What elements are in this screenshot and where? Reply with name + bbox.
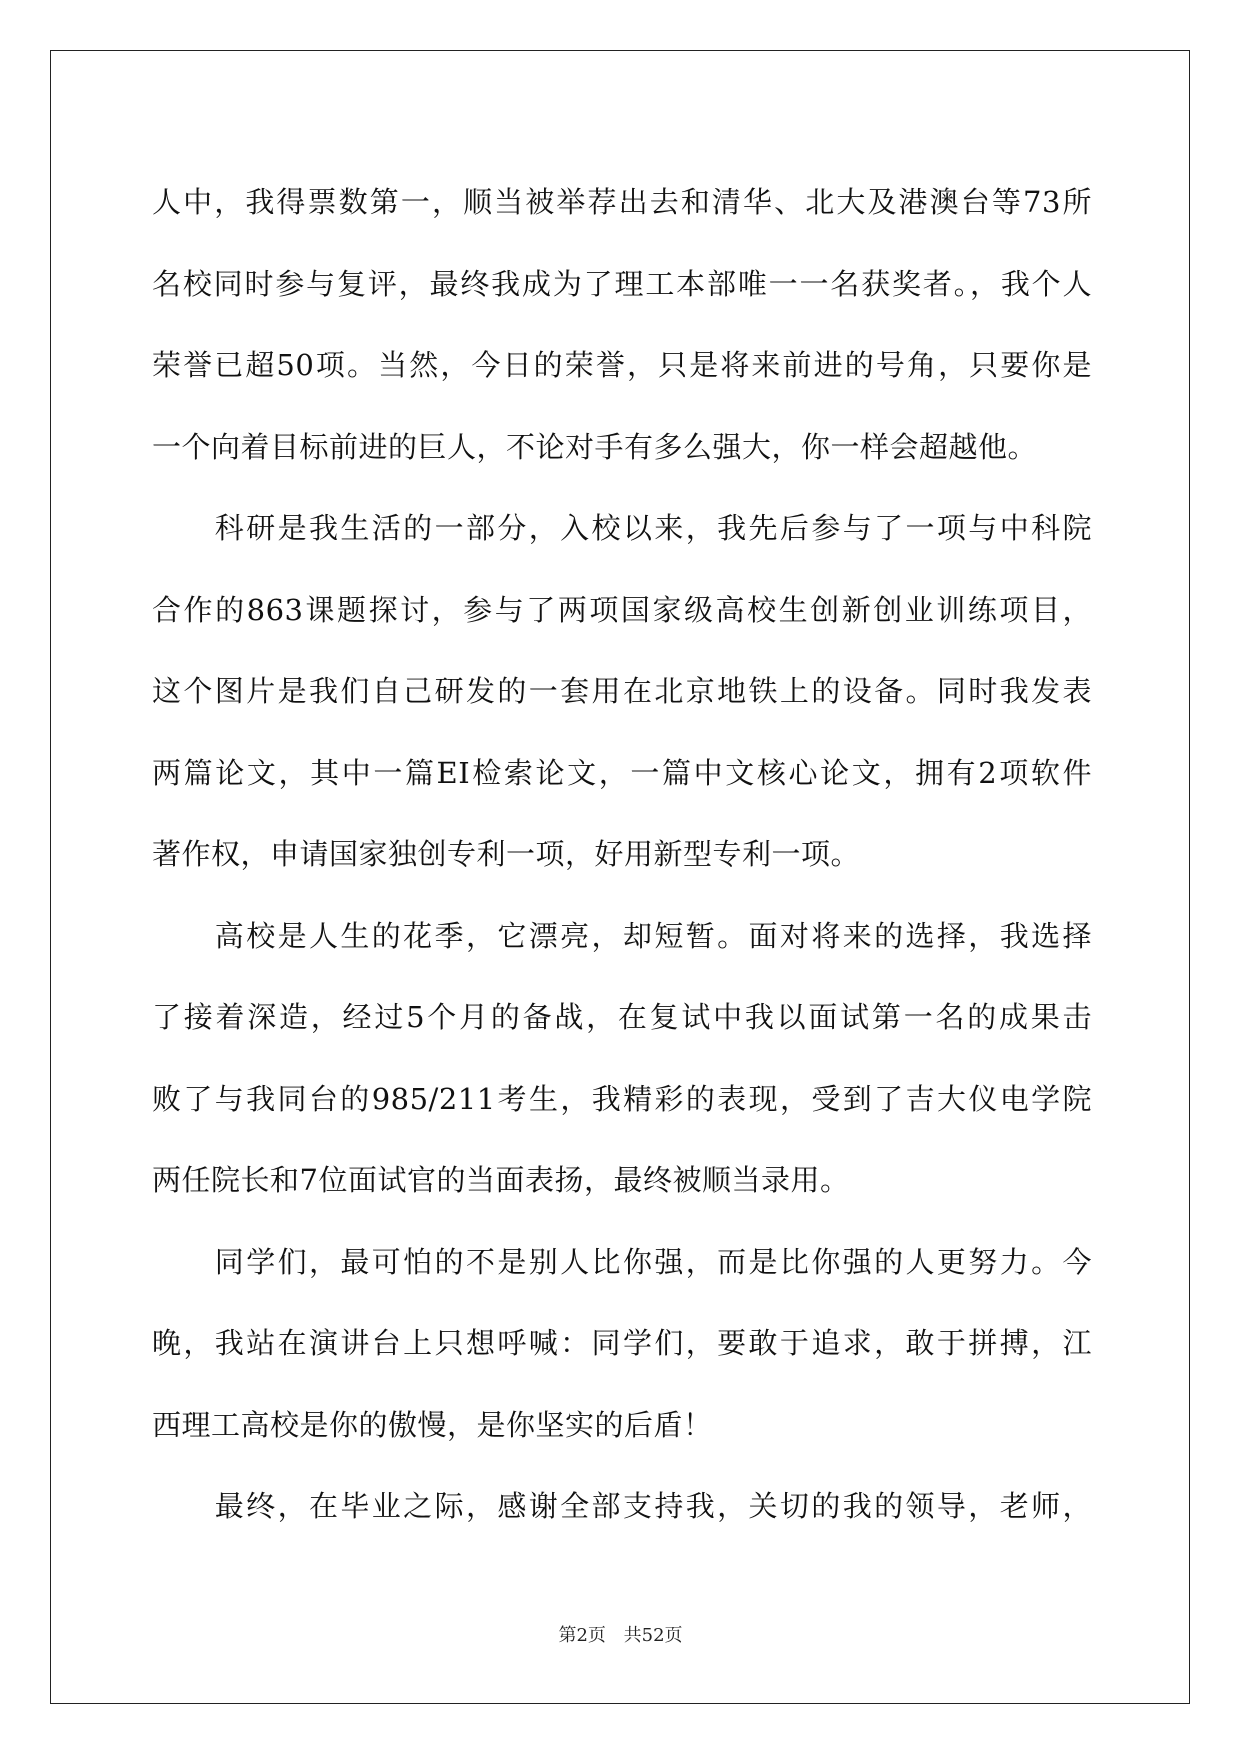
text-line: 科研是我生活的一部分，入校以来，我先后参与了一项与中科院 (152, 511, 1092, 545)
text-line: 两篇论文，其中一篇EI检索论文，一篇中文核心论文，拥有2项软件 (152, 755, 1092, 790)
text-line: 晚，我站在演讲台上只想呼喊：同学们，要敢于追求，敢于拼搏，江 (152, 1326, 1092, 1360)
text-line: 人中，我得票数第一，顺当被举荐出去和清华、北大及港澳台等73所 (152, 185, 1092, 219)
text-line: 荣誉已超50项。当然，今日的荣誉，只是将来前进的号角，只要你是 (152, 348, 1092, 382)
text-line: 名校同时参与复评，最终我成为了理工本部唯一一名获奖者。，我个人 (152, 266, 1092, 301)
text-line: 这个图片是我们自己研发的一套用在北京地铁上的设备。同时我发表 (152, 674, 1092, 708)
page-total: 共52页 (623, 1625, 683, 1646)
body-text (152, 162, 1092, 1548)
document-body (152, 162, 1092, 1548)
text-line: 合作的863课题探讨，参与了两项国家级高校生创新创业训练项目， (152, 592, 1092, 627)
page-footer (0, 1621, 1241, 1647)
text-line: 两任院长和7位面试官的当面表扬，最终被顺当录用。 (152, 1163, 850, 1197)
text-line: 著作权，申请国家独创专利一项，好用新型专利一项。 (152, 837, 861, 871)
text-line: 高校是人生的花季，它漂亮，却短暂。面对将来的选择，我选择 (152, 918, 1092, 953)
text-line: 西理工高校是你的傲慢，是你坚实的后盾！ (152, 1407, 713, 1442)
page-number: 第2页 (558, 1625, 606, 1646)
text-line: 了接着深造，经过5个月的备战，在复试中我以面试第一名的成果击 (152, 1000, 1092, 1034)
text-line: 最终，在毕业之际，感谢全部支持我，关切的我的领导，老师， (152, 1489, 1092, 1523)
text-line: 一个向着目标前进的巨人，不论对手有多么强大，你一样会超越他。 (152, 429, 1038, 464)
text-line: 同学们，最可怕的不是别人比你强，而是比你强的人更努力。今 (152, 1244, 1092, 1279)
text-line: 败了与我同台的985/211考生，我精彩的表现，受到了吉大仪电学院 (152, 1081, 1092, 1116)
